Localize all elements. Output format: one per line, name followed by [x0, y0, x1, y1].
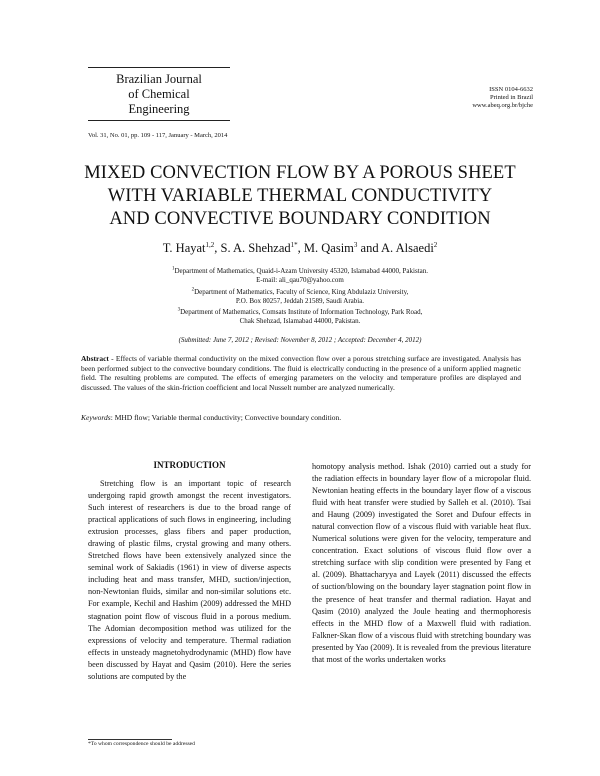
author-separator: , — [214, 241, 221, 255]
affiliation-line: Department of Mathematics, Faculty of Science, King Abdulaziz University, — [194, 288, 409, 296]
affiliation-3 — [40, 308, 560, 326]
title-line: MIXED CONVECTION FLOW BY A POROUS SHEET — [84, 163, 516, 183]
affiliation-mark: 3 — [177, 307, 181, 313]
affiliation-2 — [40, 288, 560, 306]
keywords — [81, 413, 521, 423]
keywords-label: Keywords — [81, 413, 111, 422]
left-column-text — [88, 478, 291, 683]
issn-block — [472, 86, 533, 110]
affiliation-1 — [40, 267, 560, 285]
affiliation-email: E-mail: ali_qau70@yahoo.com — [256, 276, 344, 285]
affiliation-line: Department of Mathematics, Quaid-i-Azam University 45320, Islamabad 44000, Pakistan. — [174, 267, 428, 275]
author-affiliation-mark: 1,2 — [205, 240, 215, 249]
keywords-text: : MHD flow; Variable thermal conductivity; Convective boundary condition. — [110, 413, 342, 422]
paper-title — [40, 162, 560, 231]
author-affiliation-mark: 1* — [290, 240, 298, 249]
section-heading-introduction: INTRODUCTION — [153, 460, 226, 470]
affiliation-mark: 2 — [191, 287, 195, 293]
journal-name-line: of Chemical — [128, 87, 190, 101]
title-line: WITH VARIABLE THERMAL CONDUCTIVITY — [107, 186, 493, 206]
author-name: T. Hayat — [162, 241, 206, 255]
title-line: AND CONVECTIVE BOUNDARY CONDITION — [109, 209, 491, 229]
journal-name — [88, 68, 230, 120]
abstract-text: - Effects of variable thermal conductivity on the mixed convection flow over a porous stretching surface are investigated. Analysis has been performed subject to the convective boundary conditions. The fluid is electrically conducting in the presence of a uniform applied magnetic field. The resulting problems are computed. The effects of emerging parameters on the velocity and temperature profiles are displayed and discussed. The values of the skin-friction coefficient and local Nusselt number are analyzed numerically. — [81, 354, 521, 393]
author-name: S. A. Shehzad — [220, 241, 291, 255]
right-column-text — [312, 461, 531, 666]
issn: ISSN 0104-6632 — [489, 86, 533, 93]
submission-dates: (Submitted: June 7, 2012 ; Revised: November 8, 2012 ; Accepted: December 4, 2012) — [178, 336, 422, 344]
author-name: A. Alsaedi — [381, 241, 434, 255]
paragraph: Stretching flow is an important topic of research undergoing rapid growth amongst the recent investigators. Such interest of researchers is due to the broad range of practical applications of such flows in engineering, including extrusion processes, glass fibers and paper production, drawing of plastic films, crystal growing and many others. Stretched flows have been extensively analyzed since the seminal work of Sakiadis (1961) in view of diverse aspects including heat and mass transfer, MHD, suction/injection, non-Newtonian fluids, similar and non-similar solutions etc. For example, Kechil and Hashim (2009) addressed the MHD stagnation point flow of viscous fluid in a porous medium. The Adomian decomposition method was utilized for the expressions of velocity and temperature. Thermal radiation effects in unsteady magnetohydrodynamic (MHD) flow have been discussed by Hayat and Qasim (2010). Here the series solutions are computed by the — [88, 479, 291, 681]
printed-in: Printed in Brazil — [490, 94, 533, 101]
author-affiliation-mark: 2 — [433, 240, 438, 249]
author-name: M. Qasim — [303, 241, 354, 255]
affiliation-line: Department of Mathematics, Comsats Institute of Information Technology, Park Road, — [180, 308, 423, 316]
abstract — [81, 354, 521, 393]
abstract-label: Abstract — [81, 354, 109, 363]
author-separator: , — [297, 241, 304, 255]
author-separator: and — [357, 241, 382, 255]
paragraph: homotopy analysis method. Ishak (2010) carried out a study for the radiation effects in boundary layer flow of a micropolar fluid. Newtonian heating effects in the boundary layer flow of a viscous fluid with heat transfer were studied by Salleh et al. (2010). Tsai and Haung (2009) investigated the Soret and Dufour effects in natural convection flow of a viscous fluid with variable heat flux. Numerical solutions were given for the velocity, temperature and concentration. Exact solutions of viscous fluid flow over a stretching surface with slip condition were presented by Fang et al. (2009). Bhattacharyya and Layek (2011) discussed the effects of suction/blowing on the boundary layer stagnation point flow in the presence of heat transfer and thermal radiation. Hayat and Qasim (2010) analyzed the Joule heating and thermophoresis effects in the MHD flow of a Maxwell fluid with radiation. Falkner-Skan flow of a viscous fluid with stretching boundary was presented by Yao (2009). It is revealed from the previous literature that most of the works undertaken works — [312, 462, 531, 664]
journal-name-line: Brazilian Journal — [116, 72, 202, 86]
author-affiliation-mark: 3 — [353, 240, 358, 249]
journal-name-line: Engineering — [128, 102, 190, 116]
volume-line: Vol. 31, No. 01, pp. 109 - 117, January - March, 2014 — [88, 132, 228, 139]
affiliation-mark: 1 — [172, 266, 175, 272]
footnote: *To whom correspondence should be addressed — [88, 741, 195, 747]
affiliation-line: Chak Shehzad, Islamabad 44000, Pakistan. — [239, 317, 361, 326]
footnote-rule — [88, 739, 172, 740]
header-rule-bottom — [88, 120, 230, 121]
journal-header — [88, 67, 230, 121]
journal-website: www.abeq.org.br/bjche — [472, 102, 533, 109]
affiliation-line: P.O. Box 80257, Jeddah 21589, Saudi Arabia. — [235, 297, 365, 306]
author-list — [40, 241, 560, 256]
